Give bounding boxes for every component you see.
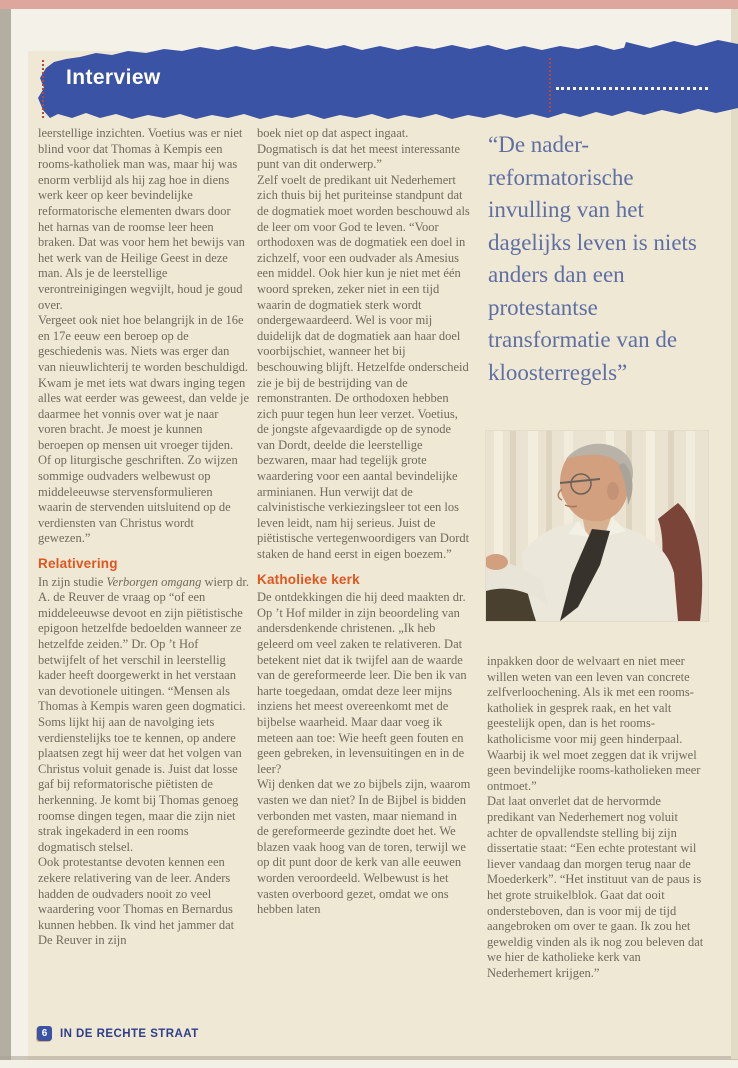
pull-quote: “De nader-reformatorische invulling van het dagelijks leven is niets anders dan een protestantse transformatie van de kloosterregels” [488,132,697,385]
book-title-italic: Verborgen omgang [106,574,202,589]
white-dotted-divider [556,87,708,90]
article-paragraph: Dat laat onverlet dat de hervormde predikant van Nederhemert nog voluit achter de opvallendste stelling bij zijn dissertatie staat: “Een echte protestant wil liever vandaag dan morgen terug naar de Moederkerk”. “Het instituut van de paus is het grote struikelblok. Gaat dat ooit ondersteboven, dan is voor mij de tijd aangebroken om over te gaan. Ik zou het geweldig vinden als ik nog zou beleven dat we hier de katholieke kerk van Nederhemert krijgen.” [487,794,704,980]
scan-edge-left [11,9,28,1061]
section-title: Interview [66,66,161,89]
red-dotted-divider-left [42,60,44,118]
magazine-title: IN DE RECHTE STRAAT [60,1027,199,1040]
page-footer [37,1026,199,1041]
subsection-heading-katholieke-kerk: Katholieke kerk [257,571,360,587]
article-paragraph [38,575,249,856]
paragraph-text: In zijn studie [38,574,107,589]
article-paragraph: Ook protestantse devoten kennen een zekere relativering van de leer. Anders hadden de oudvaders nooit zo veel waardering voor Thomas en Bernardus kunnen hebben. Ik vind het jammer dat De Reuver in zijn [38,855,235,948]
scan-edge-left-shadow [0,9,11,1061]
page-number-badge: 6 [37,1026,52,1041]
scan-edge-right [731,9,738,1059]
scan-edge-pink-strip [0,0,738,9]
interviewee-photo [486,431,708,621]
red-dotted-divider-right [549,58,551,112]
paragraph-text: wierp dr. A. de Reuver de vraag op “of een middeleeuwse devoot en zijn piëtistische epigoon hetzelfde bedoelden wanneer ze hetzelfde zeiden.” Dr. Op ’t Hof betwijfelt of het verschil in leerstellig kader heeft doorgewerkt in het verstaan van devotionele uitingen. “Mensen als Thomas à Kempis waren geen dogmatici. Soms lijkt hij aan de navolging iets verdienstelijks toe te kennen, op andere plaatsen zegt hij weer dat het volgen van Christus voluit genade is. Juist dat losse gaf bij reformatorische piëtisten de herkenning. Je komt bij Thomas genoeg roomse dingen tegen, maar die zijn niet strak ingekaderd in een rooms dogmatisch stelsel. [38,574,249,854]
section-banner [28,40,738,124]
article-column-3 [487,654,708,981]
article-paragraph: Zelf voelt de predikant uit Nederhemert zich thuis bij het puriteinse standpunt dat de dogmatiek moet worden beschouwd als de leer om voor God te leven. “Voor orthodoxen was de dogmatiek een doel in zichzelf, voor een oudvader als Amesius een middel. Ook hier kun je niet met één woord spreken, zeker niet in een tijd waarin de dogmatiek sterk wordt ondergewaardeerd. Wel is voor mij duidelijk dat de dogmatiek aan haar doel voorbijschiet, wanneer het bij beschouwing blijft. Hetzelfde onderscheid zie je bij de bestrijding van de remonstranten. De orthodoxen hebben zich puur tegen hun leer verzet. Voetius, de jongste afgevaardigde op de synode van Dordt, deelde die leerstellige bezwaren, maar had tegelijk grote waardering voor een aantal bevindelijke arminianen. Hun verwijt dat de calvinistische verkiezingsleer tot een los leven leidt, nam hij serieus. Juist de piëtistische vertegenwoordigers van Dordt staken de hand eerst in eigen boezem.” [257,172,470,562]
article-paragraph: leerstellige inzichten. Voetius was er niet blind voor dat Thomas à Kempis een rooms-katholiek man was, maar hij was enorm verblijd als hij zag hoe in diens werk keer op keer bevindelijke reformatorische elementen dwars door het harnas van de roomse leer heen braken. Dat was voor hem het bewijs van het werk van de Heilige Geest in deze man. Als je de leerstellige verontreinigingen wegvijlt, houd je goud over. [38,126,245,312]
article-paragraph: Vergeet ook niet hoe belangrijk in de 16e en 17e eeuw een beroep op de geschiedenis was. Niets was erger dan van nieuwlichterij te worden beschuldigd. Kwam je met iets wat dwars inging tegen alles wat eerder was geweest, dan velde je daarmee het vonnis over wat je naar voren bracht. Je moest je kunnen beroepen op mensen uit vroeger tijden. Of op liturgische geschriften. Zo wijzen sommige oudvaders welbewust op middeleeuwse stervensformulieren waarin de stervenden uitsluitend op de verdiensten van Christus wordt gewezen.” [38,313,250,546]
article-paragraph: Wij denken dat we zo bijbels zijn, waarom vasten we dan niet? In de Bijbel is bidden verbonden met vasten, maar niemand in de gereformeerde gezindte doet het. We blazen vaak hoog van de toren, terwijl we op dit punt door de kerk van alle eeuwen worden veroordeeld. Welbewust is het vasten overboord gezet, omdat we ons hebben laten [257,777,471,917]
article-column-2 [257,126,471,918]
article-paragraph: boek niet op dat aspect ingaat. Dogmatisch is dat het meest interessante punt van dit onderwerp.” [257,126,461,172]
subsection-heading-relativering: Relativering [38,556,118,572]
article-paragraph: De ontdekkingen die hij deed maakten dr. Op ’t Hof milder in zijn beoordeling van andersdenkende christenen. „Ik heb geleerd om veel zaken te relativeren. Dat betekent niet dat ik twijfel aan de waarde van de gereformeerde leer. Die ben ik van harte toegedaan, omdat deze leer mijns inziens het meest overeenkomt met de bijbelse waarheid. Maar daar voeg ik meteen aan toe: Wie heeft geen fouten en geen gebreken, in levensuitingen en in de leer? [257,590,467,776]
photo-illustration [486,431,708,621]
article-column-1 [38,126,249,949]
article-paragraph: inpakken door de welvaart en niet meer willen weten van een leven van concrete zelfverloochening. Als ik met een rooms-katholiek in gesprek raak, en het valt geestelijk open, dan is het rooms-katholicisme voor mij geen hinderpaal. Waarbij ik wel moet zeggen dat ik vrijwel geen bevindelijke rooms-katholieken meer ontmoet.” [487,654,701,793]
scan-edge-bottom [0,1060,738,1068]
